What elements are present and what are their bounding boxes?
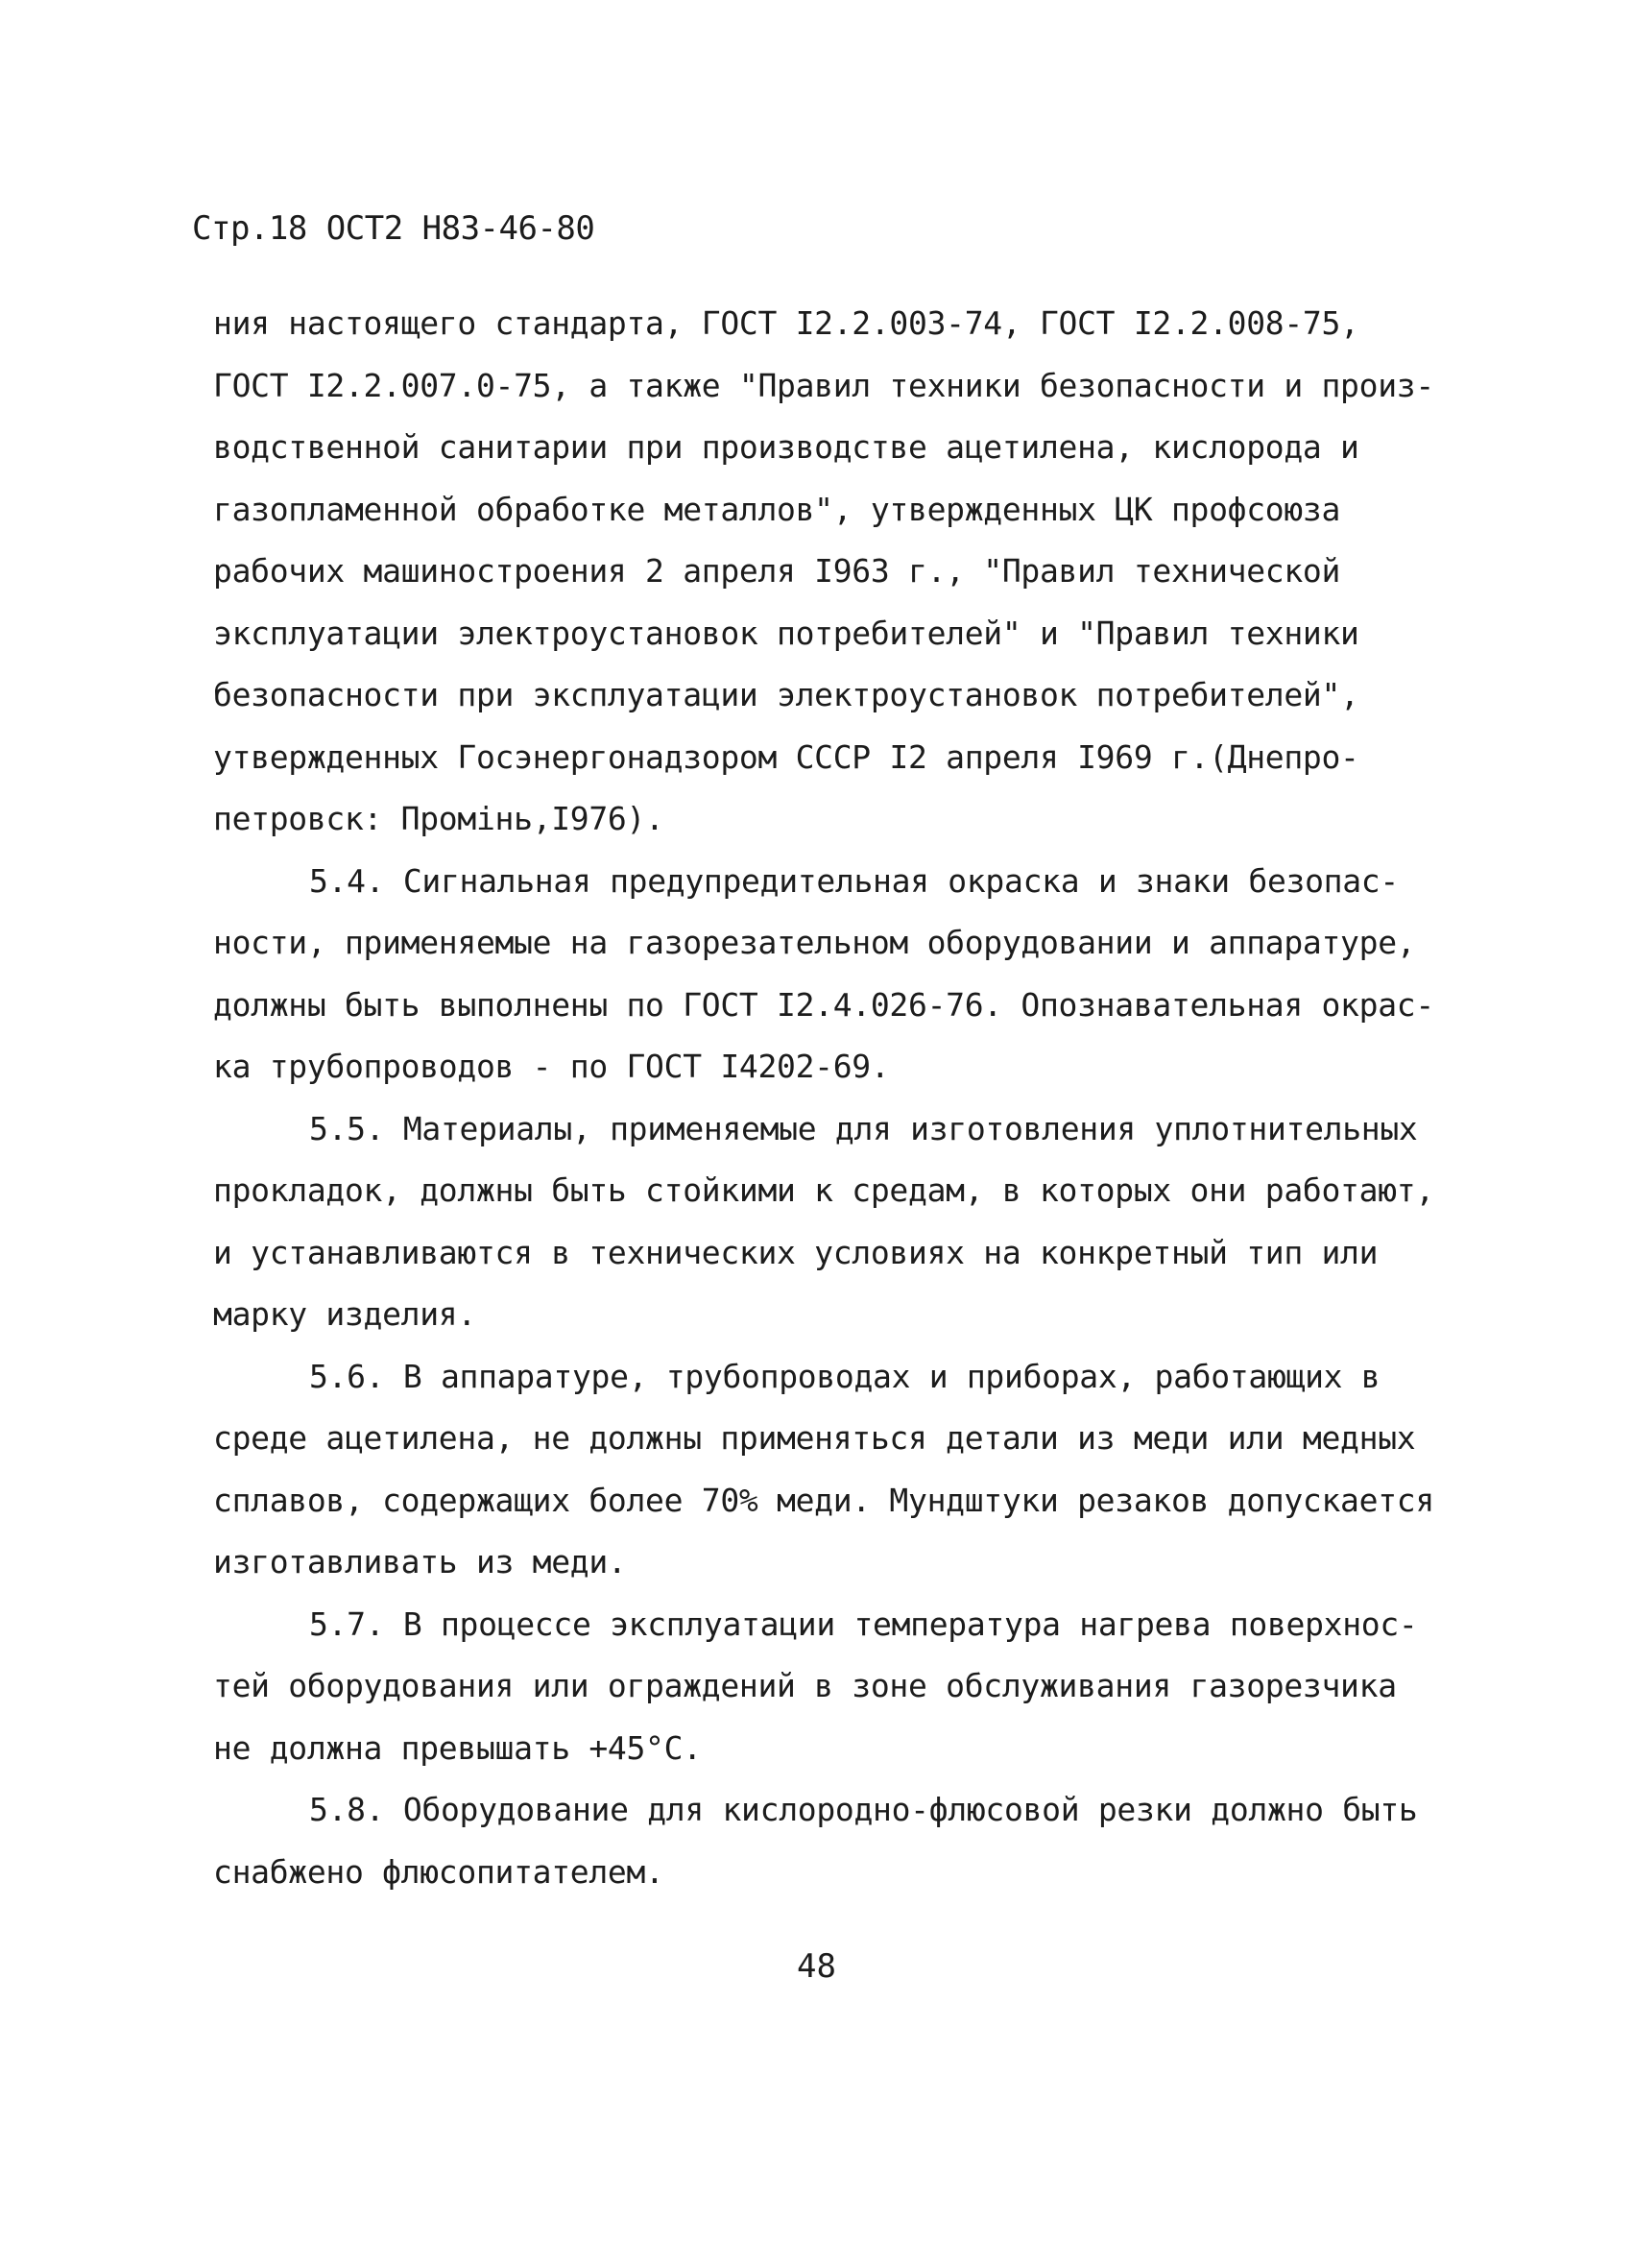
text-line: ка трубопроводов - по ГОСТ I4202-69. bbox=[213, 1048, 890, 1085]
text-line: ности, применяемые на газорезательном оборудовании и аппаратуре, bbox=[213, 924, 1416, 961]
text-line: снабжено флюсопитателем. bbox=[213, 1852, 664, 1891]
text-line: газопламенной обработке металлов", утвержденных ЦК профсоюза bbox=[213, 490, 1341, 528]
paragraph-5-8-start: 5.8. Оборудование для кислородно-флюсовой резки должно быть bbox=[309, 1791, 1418, 1828]
document-body bbox=[213, 293, 1461, 1903]
text-line: прокладок, должны быть стойкими к средам, в которых они работают, bbox=[213, 1171, 1434, 1209]
paragraph-5-5-start: 5.5. Материалы, применяемые для изготовления уплотнительных bbox=[309, 1109, 1418, 1147]
paragraph-5-7-start: 5.7. В процессе эксплуатации температура нагрева поверхнос- bbox=[309, 1604, 1418, 1643]
page-number: 48 bbox=[797, 1947, 836, 1986]
paragraph-5-6-start: 5.6. В аппаратуре, трубопроводах и приборах, работающих в bbox=[309, 1357, 1381, 1395]
text-line: утвержденных Госэнергонадзором СССР I2 апреля I969 г.(Днепро- bbox=[213, 737, 1359, 776]
text-line: и устанавливаются в технических условиях на конкретный тип или bbox=[213, 1233, 1379, 1271]
text-line: сплавов, содержащих более 70% меди. Мундштуки резаков допускается bbox=[213, 1481, 1434, 1519]
text-line: ния настоящего стандарта, ГОСТ I2.2.003-74, ГОСТ I2.2.008-75, bbox=[213, 304, 1359, 342]
text-line: не должна превышать +45°С. bbox=[213, 1728, 702, 1767]
text-line: петровск: Промінь,I976). bbox=[213, 800, 664, 837]
text-line: ГОСТ I2.2.007.0-75, а также "Правил техники безопасности и произ- bbox=[213, 366, 1434, 404]
text-line: безопасности при эксплуатации электроустановок потребителей", bbox=[213, 676, 1359, 713]
text-line: водственной санитарии при производстве ацетилена, кислорода и bbox=[213, 428, 1359, 466]
text-line: изготавливать из меди. bbox=[213, 1543, 627, 1580]
page-header: Стр.18 ОСТ2 Н83-46-80 bbox=[192, 209, 595, 248]
text-line: тей оборудования или ограждений в зоне обслуживания газорезчика bbox=[213, 1667, 1397, 1704]
text-line: эксплуатации электроустановок потребителей" и "Правил техники bbox=[213, 614, 1359, 652]
text-line: среде ацетилена, не должны применяться детали из меди или медных bbox=[213, 1419, 1416, 1457]
text-line: должны быть выполнены по ГОСТ I2.4.026-76. Опознавательная окрас- bbox=[213, 985, 1434, 1024]
text-line: марку изделия. bbox=[213, 1295, 476, 1333]
text-line: рабочих машиностроения 2 апреля I963 г., "Правил технической bbox=[213, 552, 1341, 590]
paragraph-5-4-start: 5.4. Сигнальная предупредительная окраска и знаки безопас- bbox=[309, 861, 1399, 900]
